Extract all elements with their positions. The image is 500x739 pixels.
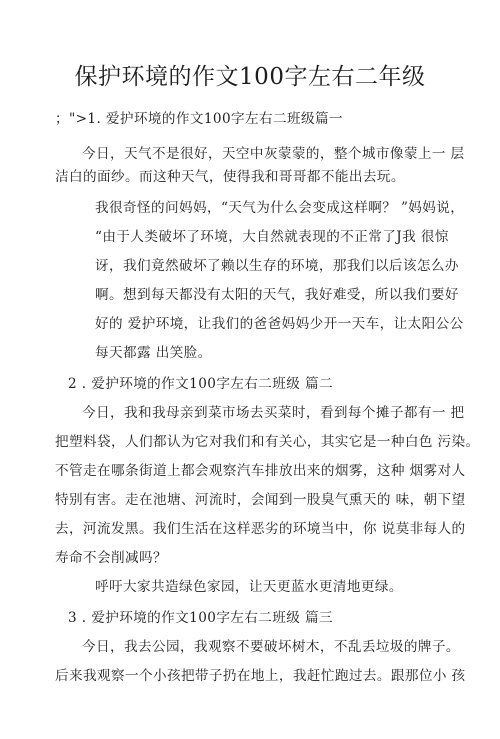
paragraph-line: 好的 爱护环境，让我们的爸爸妈妈少开一天车，让太阳公公 xyxy=(95,316,464,332)
paragraph-line: 今日，我去公园，我观察不要破坏树木，不乱丢垃圾的牌子。 xyxy=(82,639,460,655)
paragraph-line: 把塑料袋，人们都认为它对我们和有关心，其实它是一种白色 污染。 xyxy=(55,434,480,450)
paragraph-line: 今日，天气不是很好，天空中灰蒙蒙的，整个城市像蒙上一 层 xyxy=(82,146,465,162)
paragraph-line: 洁白的面纱。而这种天气，使得我和哥哥都不能出去玩。 xyxy=(55,169,405,185)
paragraph-line: 寿命不会削减吗？ xyxy=(55,550,167,566)
section-heading-3: 3 . 爱护环境的作文100字左右二班级 篇三 xyxy=(68,610,333,626)
paragraph-line: 今日，我和我母亲到菜市场去买菜时，看到每个摊子都有一 把 xyxy=(82,405,465,421)
paragraph-line: 不管走在哪条街道上都会观察汽车排放出来的烟雾，这种 烟雾对人 xyxy=(55,463,466,479)
paragraph-line: 呼吁大家共造绿色家园，让天更蓝水更清地更绿。 xyxy=(95,579,403,595)
paragraph-line: 我很奇怪的问妈妈，“天气为什么会变成这样啊？ ”妈妈说， xyxy=(95,200,465,216)
paragraph-line: 讶，我们竟然破坏了赖以生存的环境，那我们以后该怎么办 xyxy=(95,258,459,274)
document-title: 保护环境的作文100字左右二年级 xyxy=(74,64,426,90)
paragraph-line: 啊。想到每天都没有太阳的天气，我好难受，所以我们要好 xyxy=(95,287,459,303)
paragraph-line: 去，河流发黑。我们生活在这样恶劣的环境当中，你 说莫非每人的 xyxy=(55,521,466,537)
paragraph-line: 后来我观察一个小孩把带子扔在地上，我赶忙跑过去。跟那位小 孩 xyxy=(55,668,466,684)
paragraph-line: 每天都露 出笑脸。 xyxy=(95,345,212,361)
section-heading-1: ；">1. 爱护环境的作文100字左右二班级篇一 xyxy=(55,111,343,127)
paragraph-line: 特别有害。走在池塘、河流时，会闻到一股臭气熏天的 味，朝下望 xyxy=(55,492,466,508)
section-heading-2: 2 . 爱护环境的作文100字左右二班级 篇二 xyxy=(68,376,333,392)
paragraph-line: “由于人类破坏了环境，大自然就表现的不正常了J我 很惊 xyxy=(95,229,449,245)
